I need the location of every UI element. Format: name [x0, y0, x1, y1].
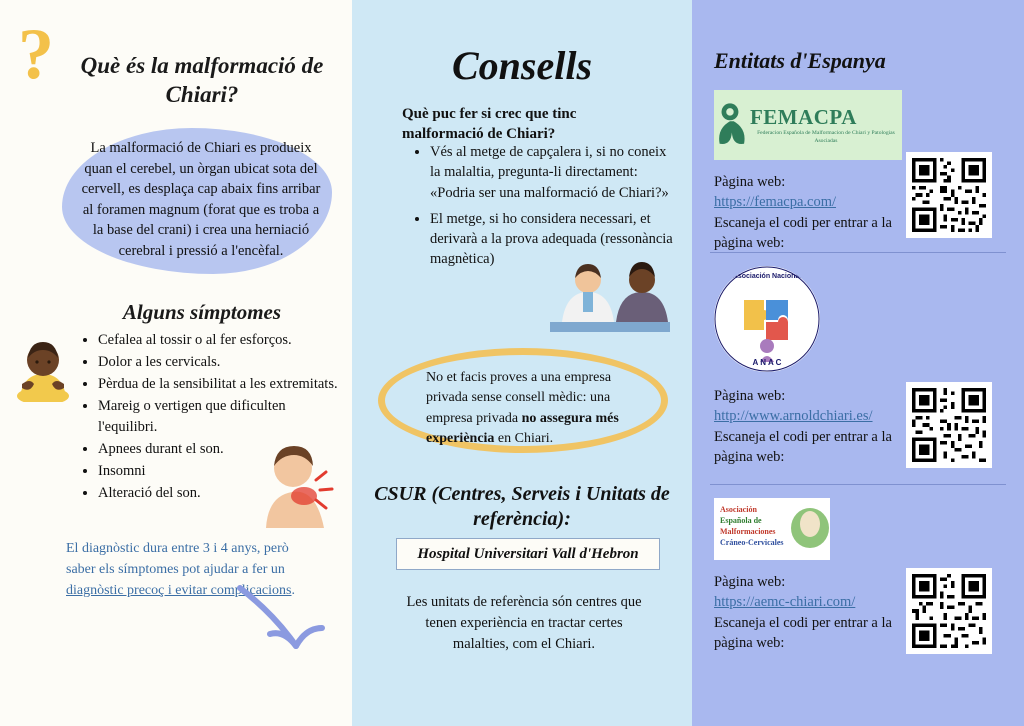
consells-title: Consells: [451, 43, 593, 88]
csur-title: CSUR (Centres, Serveis i Unitats de referència):: [374, 483, 670, 530]
symptom-item: • Pèrdua de la sensibilitat a les extremitats.: [98, 374, 348, 395]
femacpa-logo: [714, 90, 902, 160]
femacpa-web-block: [714, 172, 892, 253]
aemc-logo: [714, 498, 830, 560]
symptom-item: • Insomni: [98, 461, 348, 482]
neck-pain-icon: [252, 440, 342, 530]
entity-divider-2: [710, 484, 1006, 485]
panel-middle: [352, 0, 692, 726]
anac-name: Asociación Nacional: [732, 273, 802, 280]
aemc-web-block: [714, 572, 900, 653]
hospital-badge: Hospital Universitari Vall d'Hebron: [396, 538, 660, 570]
advice-item: • Vés al metge de capçalera i, si no coneix la malaltia, pregunta-li directament: «Podria ser una malformació de Chiari?»: [430, 142, 680, 203]
aemc-qr-code[interactable]: [906, 568, 992, 654]
page-title-chiari: Què és la malformació de Chiari?: [80, 53, 324, 107]
anac-scan-text: Escaneja el codi per entrar a la pàgina web:: [714, 428, 892, 465]
aemc-web-label: Pàgina web:: [714, 574, 786, 590]
femacpa-qr-code[interactable]: [906, 152, 992, 238]
anac-logo: [714, 266, 820, 372]
aemc-logo-art: [714, 498, 830, 560]
question-mark-icon: ?: [18, 14, 54, 94]
qr-svg: [912, 158, 986, 232]
anac-url[interactable]: http://www.arnoldchiari.es/: [714, 408, 873, 425]
anac-acronym: A N A C: [752, 358, 782, 367]
panel-left: [0, 0, 352, 726]
warning-text-bold: no assegura més experiència: [426, 410, 619, 446]
qr-svg: [912, 574, 986, 648]
qr-svg: [912, 388, 986, 462]
aemc-line3: Malformaciones: [720, 527, 776, 536]
symptom-item: • Dolor a les cervicals.: [98, 352, 348, 373]
symptom-item: • Apnees durant el son.: [98, 439, 348, 460]
femacpa-web-label: Pàgina web:: [714, 174, 786, 190]
diagnosis-text-underlined: diagnòstic precoç i evitar complicacions: [66, 583, 292, 598]
intro-paragraph: La malformació de Chiari es produeix quan el cerebel, un òrgan ubicat sota del cervell, es desplaça cap abaix fins arribar al foramen magnum (forat que es troba a la base del crani) i crea una herniació cerebral i pressió a l'encèfal.: [81, 140, 321, 259]
csur-description: Les unitats de referència són centres que tenen experiència en tractar certes malalties, com el Chiari.: [406, 594, 642, 653]
anac-qr-code[interactable]: [906, 382, 992, 468]
advice-item: • El metge, si ho considera necessari, et derivarà a la prova adequada (ressonància magnètica): [430, 209, 680, 270]
aemc-line4: Cráneo-Cervicales: [720, 538, 784, 547]
anac-web-label: Pàgina web:: [714, 388, 786, 404]
femacpa-leaf-icon: [714, 99, 746, 151]
aemc-line2: Española de: [720, 516, 762, 525]
symptom-item: • Alteració del son.: [98, 483, 348, 504]
femacpa-name: FEMACPA: [749, 104, 857, 129]
person-headache-icon: [10, 332, 76, 402]
femacpa-url[interactable]: https://femacpa.com/: [714, 194, 837, 211]
symptom-item: • Cefalea al tossir o al fer esforços.: [98, 330, 348, 351]
warning-text-start: No et facis proves a una empresa privada sense consell mèdic: una empresa privada: [426, 370, 612, 426]
curved-arrow-icon: [232, 582, 332, 662]
femacpa-logo-art: [714, 90, 902, 160]
advice-question: Què puc fer si crec que tinc malformació de Chiari?: [402, 106, 577, 142]
symptoms-title: Alguns símptomes: [122, 300, 282, 324]
femacpa-subtitle: Federacion Española de Malformacion de Chiari y Patologias Asociadas: [757, 129, 895, 144]
aemc-url[interactable]: https://aemc-chiari.com/: [714, 594, 856, 611]
diagnosis-text-start: El diagnòstic dura entre 3 i 4 anys, però saber els símptomes pot ajudar a fer un: [66, 541, 289, 577]
anac-logo-art: [714, 266, 820, 372]
warning-note-text: [426, 368, 636, 449]
aemc-scan-text: Escaneja el codi per entrar a la pàgina web:: [714, 614, 892, 651]
panel-right: [692, 0, 1024, 726]
symptom-item: • Mareig o vertigen que dificulten l'equilibri.: [98, 396, 348, 438]
anac-web-block: [714, 386, 900, 467]
entity-divider-1: [710, 252, 1006, 253]
femacpa-scan-text: Escaneja el codi per entrar a la pàgina web:: [714, 214, 892, 251]
diagnosis-text-end: .: [291, 583, 295, 598]
entities-title: Entitats d'Espanya: [714, 48, 886, 73]
warning-note: [378, 348, 668, 453]
doctor-patient-icon: [550, 250, 670, 340]
warning-text-end: en Chiari.: [494, 430, 554, 446]
aemc-line1: Asociación: [720, 505, 757, 514]
